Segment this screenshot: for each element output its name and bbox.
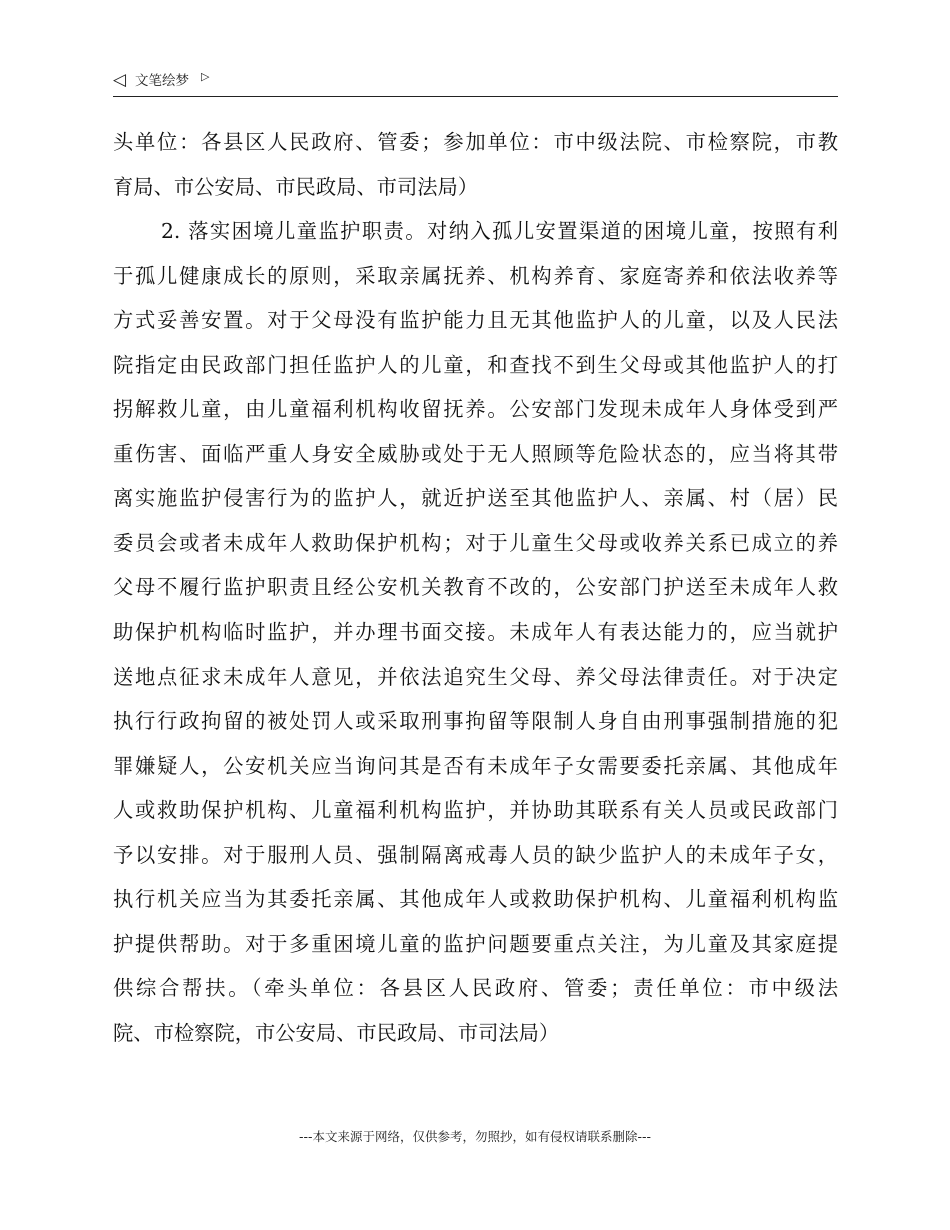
paragraph-start-line: 2. 落实困境儿童监护职责。对纳入孤儿安置渠道的困境儿童，按照有利 <box>161 219 838 244</box>
text-line: 方式妥善安置。对于父母没有监护能力且无其他监护人的儿童，以及人民法 <box>113 308 838 333</box>
text-line: 拐解救儿童，由儿童福利机构收留抚养。公安部门发现未成年人身体受到严 <box>113 397 838 422</box>
text-line: 予以安排。对于服刑人员、强制隔离戒毒人员的缺少监护人的未成年子女， <box>113 842 838 867</box>
text-line: 罪嫌疑人，公安机关应当询问其是否有未成年子女需要委托亲属、其他成年 <box>113 753 838 778</box>
text-line: 于孤儿健康成长的原则，采取亲属抚养、机构养育、家庭寄养和依法收养等 <box>113 263 838 288</box>
text-line: 父母不履行监护职责且经公安机关教育不改的，公安部门护送至未成年人救 <box>113 575 838 600</box>
footer-disclaimer: ---本文来源于网络，仅供参考，勿照抄，如有侵权请联系删除--- <box>298 1129 652 1144</box>
left-triangle-icon: ◁ <box>113 70 127 90</box>
text-line: 执行行政拘留的被处罚人或采取刑事拘留等限制人身自由刑事强制措施的犯 <box>113 709 838 734</box>
text-line: 供综合帮扶。（牵头单位：各县区人民政府、管委；责任单位：市中级法 <box>113 976 838 1001</box>
text-line: 重伤害、面临严重人身安全威胁或处于无人照顾等危险状态的，应当将其带 <box>113 441 838 466</box>
right-triangle-icon: ▷ <box>201 70 210 83</box>
text-line: 院指定由民政部门担任监护人的儿童，和查找不到生父母或其他监护人的打 <box>113 352 838 377</box>
text-line: 委员会或者未成年人救助保护机构；对于儿童生父母或收养关系已成立的养 <box>113 530 838 555</box>
text-line: 护提供帮助。对于多重困境儿童的监护问题要重点关注，为儿童及其家庭提 <box>113 931 838 956</box>
text-line: 离实施监护侵害行为的监护人，就近护送至其他监护人、亲属、村（居）民 <box>113 486 838 511</box>
text-line: 执行机关应当为其委托亲属、其他成年人或救助保护机构、儿童福利机构监 <box>113 887 838 912</box>
text-line: 送地点征求未成年人意见，并依法追究生父母、养父母法律责任。对于决定 <box>113 664 838 689</box>
text-line: 育局、市公安局、市民政局、市司法局） <box>113 174 479 199</box>
page-header <box>113 70 838 97</box>
text-line: 助保护机构临时监护，并办理书面交接。未成年人有表达能力的，应当就护 <box>113 620 838 645</box>
text-line: 院、市检察院，市公安局、市民政局、市司法局） <box>113 1020 560 1045</box>
text-line: 人或救助保护机构、儿童福利机构监护，并协助其联系有关人员或民政部门 <box>113 798 838 823</box>
header-brand: 文笔绘梦 <box>135 73 189 89</box>
text-line: 头单位：各县区人民政府、管委；参加单位：市中级法院、市检察院，市教 <box>113 130 838 154</box>
body-text <box>113 120 838 1055</box>
